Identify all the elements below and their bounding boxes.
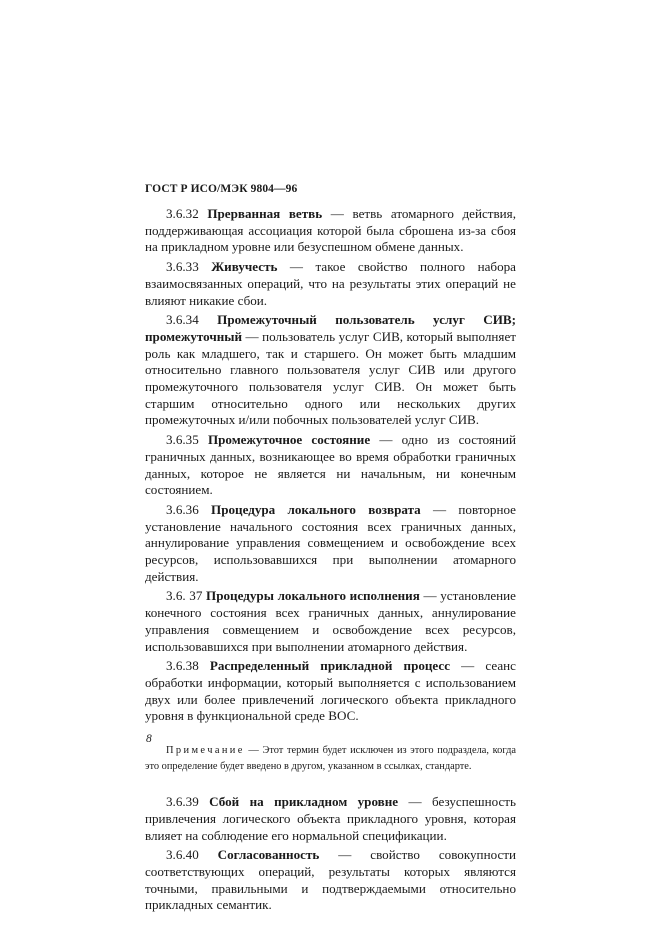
entry-term: Процедуры локального исполнения [206, 588, 420, 604]
entry-text: — сеанс обработки информации, который выполняется с использованием двух или более привлечений логического объекта прикладного уровня в функциональной среде ВОС. [145, 658, 516, 724]
entry-text: — свойство совокупности соответствующих операций, результаты которых являются точными, правильными и подтверждаемыми относительно прикладных семантик. [145, 847, 516, 913]
definition-entry [145, 432, 516, 499]
entry-number: 3.6.38 [166, 658, 199, 674]
entry-term: Живучесть [211, 259, 278, 275]
definition-entry [145, 259, 516, 309]
note [145, 743, 516, 775]
entry-number: 3.6.32 [166, 206, 199, 221]
entry-term: Промежуточный пользователь услуг СИВ; промежуточный [145, 312, 517, 344]
entry-text: — установление конечного состояния всех граничных данных, аннулирование управления совмещением и освобождение всех ресурсов, использовавшихся при выполнении атомарного действия. [145, 588, 516, 654]
definition-entry [145, 847, 516, 914]
document-body [145, 206, 516, 914]
entry-term: Прерванная ветвь [207, 206, 323, 221]
entry-number: 3.6. 37 [166, 588, 203, 604]
entry-term: Сбой на прикладном уровне [209, 794, 399, 810]
entry-number: 3.6.40 [166, 847, 199, 863]
entry-text: — пользователь услуг СИВ, который выполняет роль как младшего, так и старшего. Он может быть младшим относительно главного пользователя услуг СИВ или другого промежуточного пользователя услуг СИВ. Он может быть старшим относительно одного или нескольких других промежуточных и/или побочных пользователей услуг СИВ. [145, 328, 516, 428]
note-label: Примечание [166, 745, 245, 757]
entry-number: 3.6.39 [166, 794, 199, 810]
entry-text: — ветвь атомарного действия, поддерживающая ассоциация которой была сброшена из-за сбоя на прикладном уровне или безуспешном обмене данных. [145, 206, 516, 255]
entry-number: 3.6.35 [166, 432, 199, 448]
entry-number: 3.6.33 [166, 259, 199, 275]
definition-entry [145, 658, 516, 725]
entry-term: Согласованность [217, 847, 320, 863]
definition-entry [145, 312, 516, 429]
entry-term: Промежуточное состояние [207, 432, 371, 448]
note-text: — Этот термин будет исключен из этого подраздела, когда это определение будет введено в другом, указанном в ссылках, стандарте. [145, 745, 516, 773]
entry-text: — повторное установление начального состояния всех граничных данных, аннулирование управления совмещением и освобождение всех ресурсов, использовавшихся при выполнении атомарного действия. [145, 501, 516, 584]
entry-text: — такое свойство полного набора взаимосвязанных операций, что на результаты этих операций не влияют никакие сбои. [145, 259, 516, 308]
entry-number: 3.6.36 [166, 501, 199, 517]
entry-text: — одно из состояний граничных данных, возникающее во время обработки граничных данных, которое не является ни начальным, ни конечным состоянием. [145, 432, 516, 498]
entry-term: Процедура локального возврата [211, 501, 421, 517]
entry-text: — безуспешность привлечения логического объекта прикладного уровня, которая влияет на соблюдение его нормальной спецификации. [145, 794, 516, 843]
document-header: ГОСТ Р ИСО/МЭК 9804—96 [145, 183, 298, 195]
definition-entry [145, 794, 516, 844]
definition-entry [145, 588, 516, 655]
entry-number: 3.6.34 [166, 312, 199, 328]
entry-term: Распределенный прикладной процесс [209, 658, 451, 674]
page-number: 8 [146, 733, 152, 745]
definition-entry [145, 206, 516, 256]
definition-entry [145, 502, 516, 586]
